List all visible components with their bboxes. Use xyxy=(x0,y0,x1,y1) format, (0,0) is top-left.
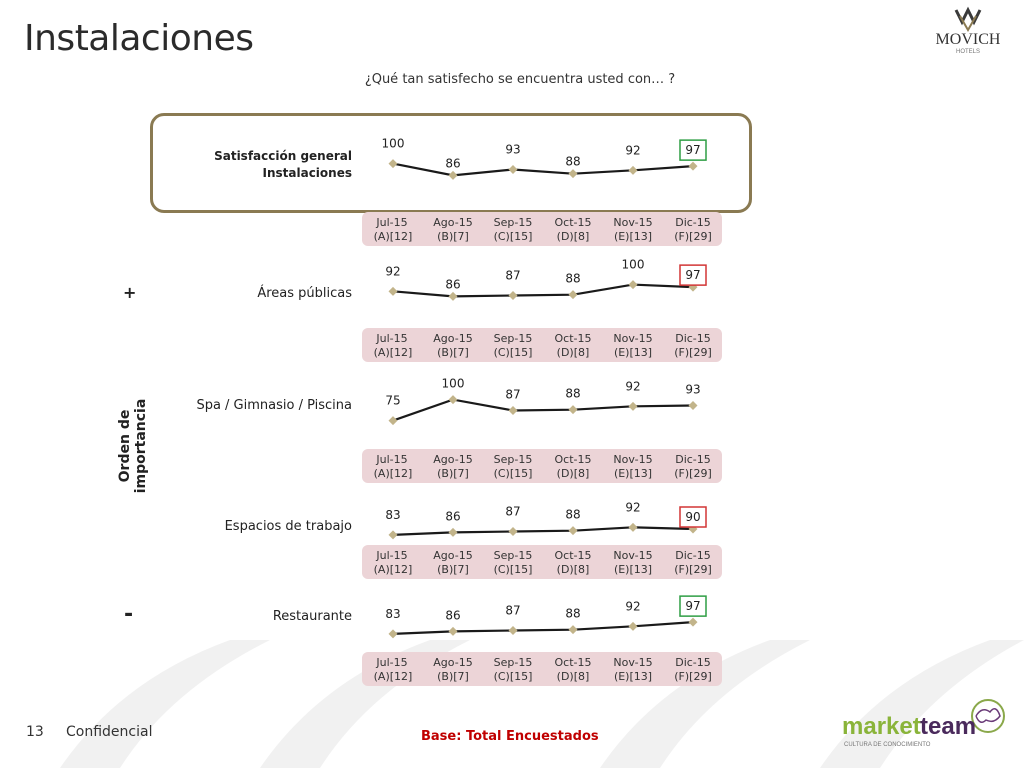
data-label-3-4: 92 xyxy=(625,500,641,515)
category-month-1-2: Sep-15 xyxy=(493,332,533,345)
order-plus-sign: + xyxy=(123,283,137,302)
category-base-2-5: (F)[29] xyxy=(674,467,712,480)
data-label-2-1: 100 xyxy=(441,376,465,391)
category-base-3-1: (B)[7] xyxy=(437,563,469,576)
category-month-4-4: Nov-15 xyxy=(613,656,653,669)
category-band-0 xyxy=(362,212,722,246)
data-label-4-5: 97 xyxy=(685,599,701,614)
category-month-2-2: Sep-15 xyxy=(493,453,533,466)
marketteam-logo-sub: CULTURA DE CONOCIMIENTO xyxy=(844,742,931,748)
category-base-4-0: (A)[12] xyxy=(373,670,413,683)
data-label-3-1: 86 xyxy=(445,509,461,524)
category-base-2-1: (B)[7] xyxy=(437,467,469,480)
category-base-4-5: (F)[29] xyxy=(674,670,712,683)
data-label-1-4: 100 xyxy=(621,257,645,272)
category-base-2-0: (A)[12] xyxy=(373,467,413,480)
category-base-1-5: (F)[29] xyxy=(674,346,712,359)
category-base-3-5: (F)[29] xyxy=(674,563,712,576)
category-month-4-1: Ago-15 xyxy=(433,656,473,669)
data-point-4-0 xyxy=(389,629,398,638)
data-label-1-5: 97 xyxy=(685,268,701,283)
category-base-3-2: (C)[15] xyxy=(493,563,533,576)
category-month-1-4: Nov-15 xyxy=(613,332,653,345)
data-label-1-1: 86 xyxy=(445,277,461,292)
base-note: Base: Total Encuestados xyxy=(421,729,599,744)
row-label-overall-line1: Satisfacción general xyxy=(214,149,352,163)
data-label-2-0: 75 xyxy=(385,393,401,408)
category-base-0-2: (C)[15] xyxy=(493,230,533,243)
row-label-restaurant: Restaurante xyxy=(272,609,352,624)
data-point-2-3 xyxy=(569,405,578,414)
category-base-0-0: (A)[12] xyxy=(373,230,413,243)
page-number: 13 xyxy=(26,724,44,740)
category-month-2-4: Nov-15 xyxy=(613,453,653,466)
data-point-0-2 xyxy=(509,165,518,174)
data-label-2-5: 93 xyxy=(685,382,701,397)
category-band-4 xyxy=(362,652,722,686)
page-title: Instalaciones xyxy=(24,18,254,59)
category-base-0-4: (E)[13] xyxy=(613,230,653,243)
category-base-1-3: (D)[8] xyxy=(556,346,590,359)
data-label-3-5: 90 xyxy=(685,510,701,524)
data-label-1-3: 88 xyxy=(565,271,581,286)
data-point-3-2 xyxy=(509,527,518,536)
category-band-1 xyxy=(362,328,722,362)
series-line-2 xyxy=(393,400,693,421)
data-label-0-1: 86 xyxy=(445,156,461,171)
row-label-overall-line2: Instalaciones xyxy=(262,166,352,180)
data-point-2-0 xyxy=(389,416,398,425)
data-label-1-2: 87 xyxy=(505,268,521,283)
data-label-2-4: 92 xyxy=(625,379,641,394)
category-month-3-1: Ago-15 xyxy=(433,549,473,562)
category-month-3-2: Sep-15 xyxy=(493,549,533,562)
data-point-0-3 xyxy=(569,169,578,178)
data-point-4-1 xyxy=(449,627,458,636)
data-point-4-3 xyxy=(569,625,578,634)
data-label-0-4: 92 xyxy=(625,143,641,158)
series-line-1 xyxy=(393,285,693,297)
data-label-2-2: 87 xyxy=(505,387,521,402)
category-month-4-3: Oct-15 xyxy=(554,656,592,669)
data-point-3-4 xyxy=(629,523,638,532)
data-point-0-0 xyxy=(389,159,398,168)
category-month-2-3: Oct-15 xyxy=(554,453,592,466)
category-base-2-4: (E)[13] xyxy=(613,467,653,480)
data-label-0-0: 100 xyxy=(381,136,405,151)
category-month-1-5: Dic-15 xyxy=(675,332,711,345)
order-minus-sign: - xyxy=(124,602,134,627)
data-point-2-2 xyxy=(509,406,518,415)
category-base-2-3: (D)[8] xyxy=(556,467,590,480)
category-base-1-2: (C)[15] xyxy=(493,346,533,359)
order-of-importance-label: Orden de importancia xyxy=(117,398,149,494)
category-month-1-1: Ago-15 xyxy=(433,332,473,345)
data-label-4-1: 86 xyxy=(445,608,461,623)
data-point-3-3 xyxy=(569,526,578,535)
category-month-4-0: Jul-15 xyxy=(376,656,408,669)
category-month-4-5: Dic-15 xyxy=(675,656,711,669)
category-base-1-1: (B)[7] xyxy=(437,346,469,359)
data-label-3-3: 88 xyxy=(565,507,581,522)
category-month-2-5: Dic-15 xyxy=(675,453,711,466)
data-label-3-0: 83 xyxy=(385,507,401,522)
data-point-2-1 xyxy=(449,395,458,404)
category-base-0-1: (B)[7] xyxy=(437,230,469,243)
data-point-3-1 xyxy=(449,528,458,537)
category-month-0-5: Dic-15 xyxy=(675,216,711,229)
data-point-0-1 xyxy=(449,171,458,180)
series-line-0 xyxy=(393,164,693,176)
row-label-public-areas: Áreas públicas xyxy=(257,286,352,301)
data-point-1-3 xyxy=(569,290,578,299)
data-point-2-5 xyxy=(689,401,698,410)
data-label-0-3: 88 xyxy=(565,154,581,169)
data-point-3-0 xyxy=(389,530,398,539)
category-base-0-3: (D)[8] xyxy=(556,230,590,243)
data-label-1-0: 92 xyxy=(385,264,401,279)
category-month-3-4: Nov-15 xyxy=(613,549,653,562)
data-point-4-2 xyxy=(509,626,518,635)
data-label-0-5: 97 xyxy=(685,143,701,158)
category-base-3-3: (D)[8] xyxy=(556,563,590,576)
data-point-0-4 xyxy=(629,166,638,175)
marketteam-logo-text-2: team xyxy=(920,713,977,740)
row-label-workspaces: Espacios de trabajo xyxy=(224,519,352,534)
category-month-1-0: Jul-15 xyxy=(376,332,408,345)
category-month-3-3: Oct-15 xyxy=(554,549,592,562)
movich-logo-sub: HOTELS xyxy=(955,49,981,55)
data-point-1-2 xyxy=(509,291,518,300)
data-point-1-4 xyxy=(629,280,638,289)
category-month-2-1: Ago-15 xyxy=(433,453,473,466)
category-base-4-2: (C)[15] xyxy=(493,670,533,683)
category-month-0-0: Jul-15 xyxy=(376,216,408,229)
marketteam-logo xyxy=(840,694,1020,750)
survey-question: ¿Qué tan satisfecho se encuentra usted con… ? xyxy=(364,72,676,87)
data-label-4-0: 83 xyxy=(385,606,401,621)
data-point-4-4 xyxy=(629,622,638,631)
category-month-3-0: Jul-15 xyxy=(376,549,408,562)
category-band-2 xyxy=(362,449,722,483)
series-line-3 xyxy=(393,527,693,535)
category-base-4-3: (D)[8] xyxy=(556,670,590,683)
data-label-3-2: 87 xyxy=(505,504,521,519)
data-label-4-2: 87 xyxy=(505,603,521,618)
category-month-0-1: Ago-15 xyxy=(433,216,473,229)
row-label-spa: Spa / Gimnasio / Piscina xyxy=(196,398,352,413)
category-base-0-5: (F)[29] xyxy=(674,230,712,243)
category-month-0-4: Nov-15 xyxy=(613,216,653,229)
confidential-label: Confidencial xyxy=(66,724,153,740)
category-base-1-0: (A)[12] xyxy=(373,346,413,359)
category-base-2-2: (C)[15] xyxy=(493,467,533,480)
data-label-2-3: 88 xyxy=(565,386,581,401)
category-base-3-0: (A)[12] xyxy=(373,563,413,576)
data-label-0-2: 93 xyxy=(505,142,521,157)
category-month-0-3: Oct-15 xyxy=(554,216,592,229)
marketteam-logo-text-1: market xyxy=(842,713,921,740)
category-month-3-5: Dic-15 xyxy=(675,549,711,562)
category-base-1-4: (E)[13] xyxy=(613,346,653,359)
category-month-4-2: Sep-15 xyxy=(493,656,533,669)
category-band-3 xyxy=(362,545,722,579)
category-base-3-4: (E)[13] xyxy=(613,563,653,576)
data-point-1-1 xyxy=(449,292,458,301)
data-label-4-4: 92 xyxy=(625,599,641,614)
category-month-1-3: Oct-15 xyxy=(554,332,592,345)
data-point-1-0 xyxy=(389,287,398,296)
category-base-4-4: (E)[13] xyxy=(613,670,653,683)
data-label-4-3: 88 xyxy=(565,606,581,621)
category-month-0-2: Sep-15 xyxy=(493,216,533,229)
movich-logo-text: MOVICH xyxy=(935,31,1001,48)
data-point-0-5 xyxy=(689,162,698,171)
data-point-2-4 xyxy=(629,402,638,411)
data-point-4-5 xyxy=(689,618,698,627)
category-month-2-0: Jul-15 xyxy=(376,453,408,466)
series-line-4 xyxy=(393,622,693,634)
category-base-4-1: (B)[7] xyxy=(437,670,469,683)
